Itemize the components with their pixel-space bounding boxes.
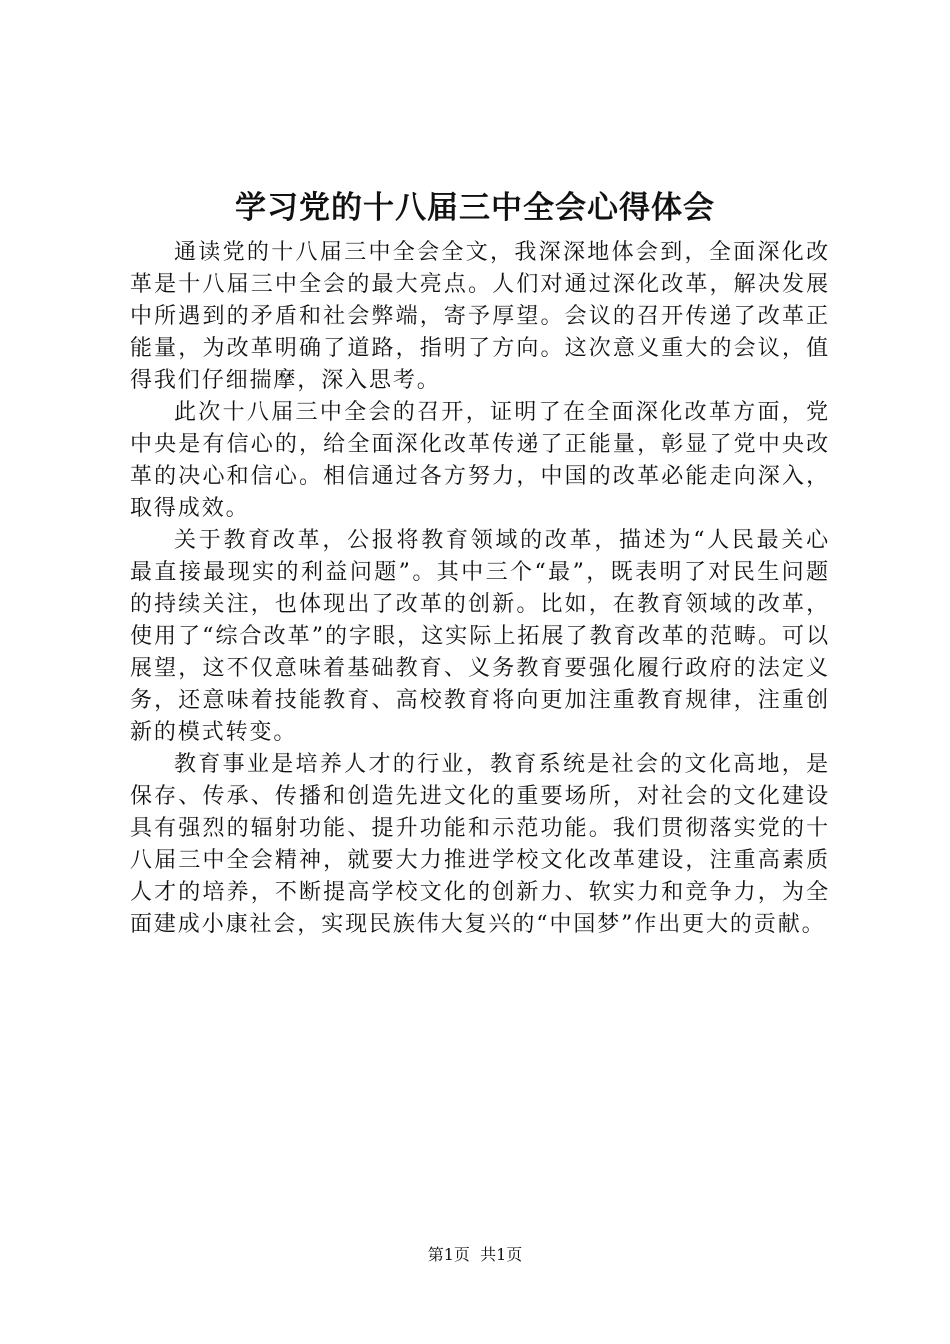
document-body (130, 237, 830, 941)
page-number-current: 第1页 (427, 1245, 470, 1264)
page-footer (0, 1243, 950, 1267)
paragraph-1: 通读党的十八届三中全会全文，我深深地体会到，全面深化改革是十八届三中全会的最大亮点。人们对通过深化改革，解决发展中所遇到的矛盾和社会弊端，寄予厚望。会议的召开传递了改革正能量，为改革明确了道路，指明了方向。这次意义重大的会议，值得我们仔细揣摩，深入思考。 (130, 240, 830, 393)
document-title: 学习党的十八届三中全会心得体会 (235, 190, 715, 226)
paragraph-3: 关于教育改革，公报将教育领域的改革，描述为“人民最关心最直接最现实的利益问题”。其中三个“最”，既表明了对民生问题的持续关注，也体现出了改革的创新。比如，在教育领域的改革，使用了“综合改革”的字眼，这实际上拓展了教育改革的范畴。可以展望，这不仅意味着基础教育、义务教育要强化履行政府的法定义务，还意味着技能教育、高校教育将向更加注重教育规律，注重创新的模式转变。 (130, 528, 830, 745)
footer-separator (470, 1245, 480, 1264)
paragraph-4: 教育事业是培养人才的行业，教育系统是社会的文化高地，是保存、传承、传播和创造先进文化的重要场所，对社会的文化建设具有强烈的辐射功能、提升功能和示范功能。我们贯彻落实党的十八届三中全会精神，就要大力推进学校文化改革建设，注重高素质人才的培养，不断提高学校文化的创新力、软实力和竞争力，为全面建成小康社会，实现民族伟大复兴的“中国梦”作出更大的贡献。 (130, 752, 830, 937)
page-number-total: 共1页 (480, 1245, 523, 1264)
paragraph-2: 此次十八届三中全会的召开，证明了在全面深化改革方面，党中央是有信心的，给全面深化改革传递了正能量，彰显了党中央改革的决心和信心。相信通过各方努力，中国的改革必能走向深入，取得成效。 (130, 400, 830, 521)
